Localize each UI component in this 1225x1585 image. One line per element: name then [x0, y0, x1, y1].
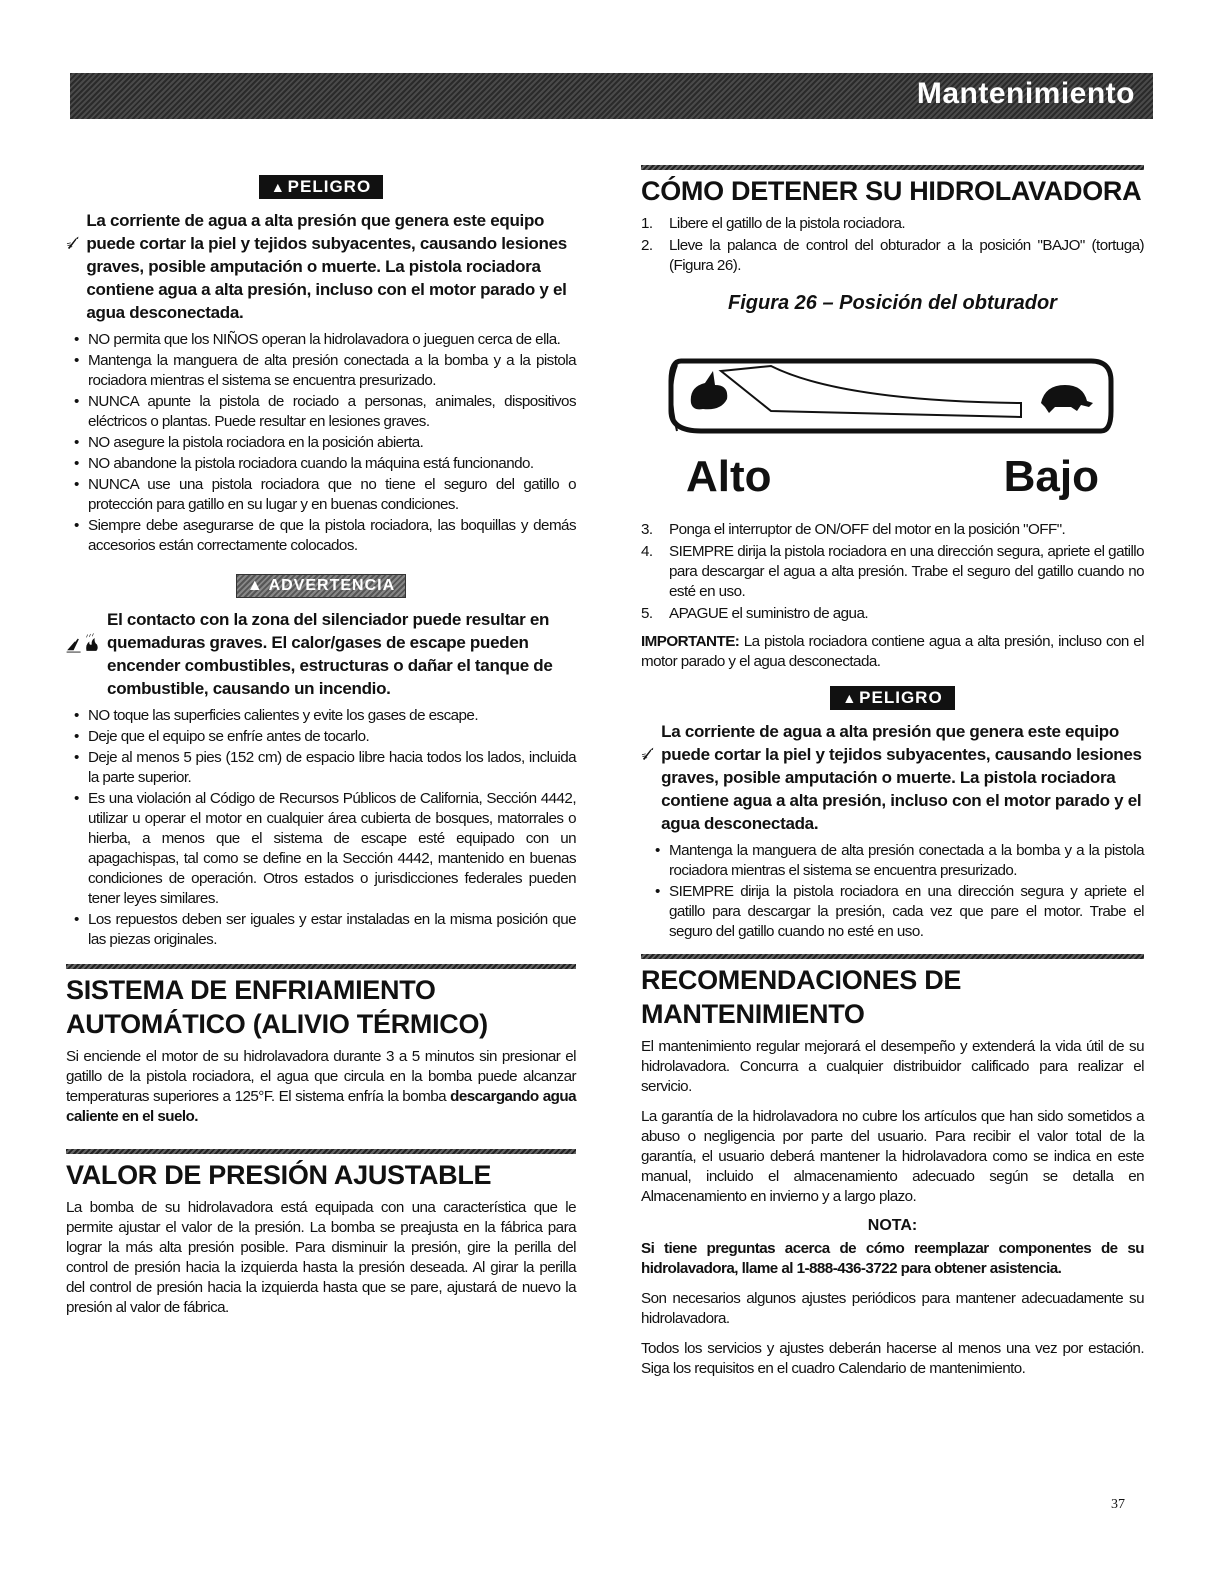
section-title: Mantenimiento: [916, 77, 1135, 110]
throttle-labels: [641, 452, 1144, 502]
important-text: La pistola rociadora contiene agua a alta presión, incluso con el motor parado y el agua desconectada.: [641, 633, 1145, 670]
list-item: • NO permita que los NIÑOS operan la hidrolavadora o jueguen cerca de ella.: [66, 330, 576, 350]
list-item: • Deje que el equipo se enfríe antes de tocarlo.: [66, 727, 576, 747]
step-number: 2.: [641, 237, 653, 254]
maintenance-heading: RECOMENDACIONES DE MANTENIMIENTO: [641, 965, 962, 1029]
list-item: • NUNCA use una pistola rociadora que no tiene el seguro del gatillo o protección para gatillo en su lugar y en buenas condiciones.: [66, 475, 576, 515]
warning-badge-wrap: [66, 574, 576, 598]
maintenance-paragraph-2: La garantía de la hidrolavadora no cubre los artículos que han sido sometidos a abuso o negligencia por parte del usuario. Para recibir el valor total de la garantía, el usuario deberá mantener la hidrolavadora como se indica en este manual, incluido el almacenamiento adecuado según se detalla en Almacenamiento en invierno y a largo plazo.: [641, 1108, 1144, 1205]
right-column: [641, 165, 1144, 1379]
note-text: Si tiene preguntas acerca de cómo reemplazar componentes de su hidrolavadora, llame al 1-888-436-3722 para obtener asistencia.: [641, 1240, 1144, 1277]
cooling-text-bold: descargando agua caliente en el suelo.: [66, 1088, 576, 1125]
danger-text: La corriente de agua a alta presión que genera este equipo puede cortar la piel y tejidos subyacentes, causando lesiones graves, posible amputación o muerte. La pistola rociadora contiene agua a alta presión, incluso con el motor parado y el agua desconectada.: [661, 722, 1142, 833]
danger-badge-label: PELIGRO: [859, 688, 943, 707]
step-text: Lleve la palanca de control del obturador a la posición "BAJO" (tortuga) (Figura 26).: [669, 237, 1144, 274]
throttle-figure: [641, 341, 1144, 456]
list-item: • Siempre debe asegurarse de que la pistola rociadora, las boquillas y demás accesorios están correctamente colocados.: [66, 516, 576, 556]
cooling-heading: SISTEMA DE ENFRIAMIENTO AUTOMÁTICO (ALIVIO TÉRMICO): [66, 975, 488, 1039]
label-low: Bajo: [1003, 452, 1099, 501]
maintenance-paragraph-3: Son necesarios algunos ajustes periódicos para mantener adecuadamente su hidrolavadora.: [641, 1290, 1144, 1327]
warning-triangle-icon: ▲: [842, 690, 858, 706]
list-item: • Mantenga la manguera de alta presión conectada a la bomba y a la pistola rociadora mientras el sistema se encuentra presurizado.: [66, 351, 576, 391]
list-item: • NUNCA apunte la pistola de rociado a personas, animales, dispositivos eléctricos o plantas. Puede resultar en lesiones graves.: [66, 392, 576, 432]
list-item: [641, 542, 1144, 602]
list-item: [641, 604, 1144, 624]
stop-steps-b: [641, 520, 1144, 624]
turtle-icon: [1041, 385, 1093, 413]
warning-bullet-list: [66, 706, 576, 950]
list-item: • NO asegure la pistola rociadora en la posición abierta.: [66, 433, 576, 453]
step-text: Ponga el interruptor de ON/OFF del motor en la posición "OFF".: [669, 521, 1066, 538]
left-column: [66, 165, 576, 1318]
list-item: • Deje al menos 5 pies (152 cm) de espacio libre hacia todos los lados, incluida la parte superior.: [66, 748, 576, 788]
cooling-paragraph: [66, 1047, 576, 1127]
list-item: • Los repuestos deben ser iguales y estar instaladas en la misma posición que las piezas originales.: [66, 910, 576, 950]
high-pressure-cut-hazard-icon: [641, 720, 655, 790]
maintenance-paragraph-1: El mantenimiento regular mejorará el desempeño y extenderá la vida útil de su hidrolavadora. Concurra a cualquier distribuidor calificado para realizar el servicio.: [641, 1038, 1144, 1095]
page-number: 37: [1111, 1497, 1125, 1512]
list-item: • SIEMPRE dirija la pistola rociadora en una dirección segura y apriete el gatillo para descargar la presión, cada vez que pare el motor. Trabe el seguro del gatillo cuando no esté en uso.: [647, 882, 1144, 942]
warning-badge: [236, 574, 406, 598]
list-item: • Mantenga la manguera de alta presión conectada a la bomba y a la pistola rociadora mientras el sistema se encuentra presurizado.: [647, 841, 1144, 881]
danger-badge-label: PELIGRO: [287, 177, 372, 196]
section-rule: [641, 165, 1144, 170]
section-rule: [66, 964, 576, 969]
stop-steps-a: [641, 214, 1144, 276]
step-number: 5.: [641, 605, 653, 622]
danger-text: La corriente de agua a alta presión que genera este equipo puede cortar la piel y tejidos subyacentes, causando lesiones graves, posible amputación o muerte. La pistola rociadora contiene agua a alta presión, incluso con el motor parado y el agua desconectada.: [86, 211, 567, 322]
section-rule: [641, 954, 1144, 959]
danger-bullet-list: [647, 841, 1144, 942]
list-item: • Es una violación al Código de Recursos Públicos de California, Sección 4442, utilizar u operar el motor en cualquier área cubierta de bosques, matorrales o hierba, a menos que el sistema de escape esté equipado con un apagachispas, tal como se define en la Sección 4442, mantenido en buenas condiciones de operación. Otros estados o jurisdicciones federales pueden tener leyes similares.: [66, 789, 576, 909]
pressure-heading: VALOR DE PRESIÓN AJUSTABLE: [66, 1160, 492, 1190]
section-rule: [66, 1149, 576, 1154]
danger-hazard-statement: [66, 209, 576, 324]
list-item: [641, 520, 1144, 540]
danger-hazard-statement: [641, 720, 1144, 835]
danger-badge-wrap: [641, 686, 1144, 710]
high-pressure-cut-hazard-icon: [66, 209, 80, 279]
step-number: 4.: [641, 543, 653, 560]
step-text: APAGUE el suministro de agua.: [669, 605, 869, 622]
step-text: Libere el gatillo de la pistola rociadora.: [669, 215, 906, 232]
maintenance-paragraph-4: Todos los servicios y ajustes deberán hacerse al menos una vez por estación. Siga los requisitos en el cuadro Calendario de mantenimiento.: [641, 1340, 1144, 1377]
figure-caption: Figura 26 – Posición del obturador: [728, 292, 1057, 314]
danger-bullet-list: [66, 330, 576, 556]
warning-triangle-icon: ▲: [246, 577, 269, 594]
warning-text: El contacto con la zona del silenciador puede resultar en quemaduras graves. El calor/gases de escape pueden encender combustibles, estructuras o dañar el tanque de combustible, causando un incendio.: [107, 610, 553, 698]
list-item: • NO abandone la pistola rociadora cuando la máquina está funcionando.: [66, 454, 576, 474]
danger-badge: [830, 686, 954, 710]
important-note: [641, 632, 1144, 672]
warning-badge-label: ADVERTENCIA: [268, 577, 396, 594]
warning-hazard-statement: [66, 608, 576, 700]
throttle-position-diagram: [641, 341, 1144, 451]
section-header-band: [70, 73, 1153, 119]
list-item: • NO toque las superficies calientes y evite los gases de escape.: [66, 706, 576, 726]
cooling-text: Si enciende el motor de su hidrolavadora durante 3 a 5 minutos sin presionar el gatillo de la pistola rociadora, el agua que circula en la bomba puede alcanzar temperaturas superiores a 125°F. El sistema enfría la bomba: [66, 1048, 576, 1105]
note-title: NOTA:: [867, 1217, 918, 1234]
step-number: 3.: [641, 521, 653, 538]
pressure-paragraph: La bomba de su hidrolavadora está equipada con una característica que le permite ajustar el valor de la presión. La bomba se preajusta en la fábrica para lograr la más alta presión posible. Para disminuir la presión, gire la perilla del control de presión hacia la izquierda hasta la presión deseada. Al girar la perilla del control de presión hacia la izquierda hasta que se pare, ajustará de nuevo la presión al valor de fábrica.: [66, 1199, 576, 1316]
important-label: IMPORTANTE:: [641, 633, 740, 650]
label-high: Alto: [686, 452, 772, 501]
step-text: SIEMPRE dirija la pistola rociadora en una dirección segura, apriete el gatillo para descargar el agua a alta presión. Trabe el seguro del gatillo cuando no esté en uso.: [669, 543, 1144, 600]
list-item: [641, 214, 1144, 234]
rabbit-icon: [691, 371, 727, 409]
hot-surface-fire-hazard-icon: [66, 608, 101, 678]
list-item: [641, 236, 1144, 276]
danger-badge: [259, 175, 383, 199]
warning-triangle-icon: ▲: [270, 179, 286, 195]
danger-badge-wrap: [66, 175, 576, 199]
step-number: 1.: [641, 215, 653, 232]
stop-heading: CÓMO DETENER SU HIDROLAVADORA: [641, 176, 1142, 206]
